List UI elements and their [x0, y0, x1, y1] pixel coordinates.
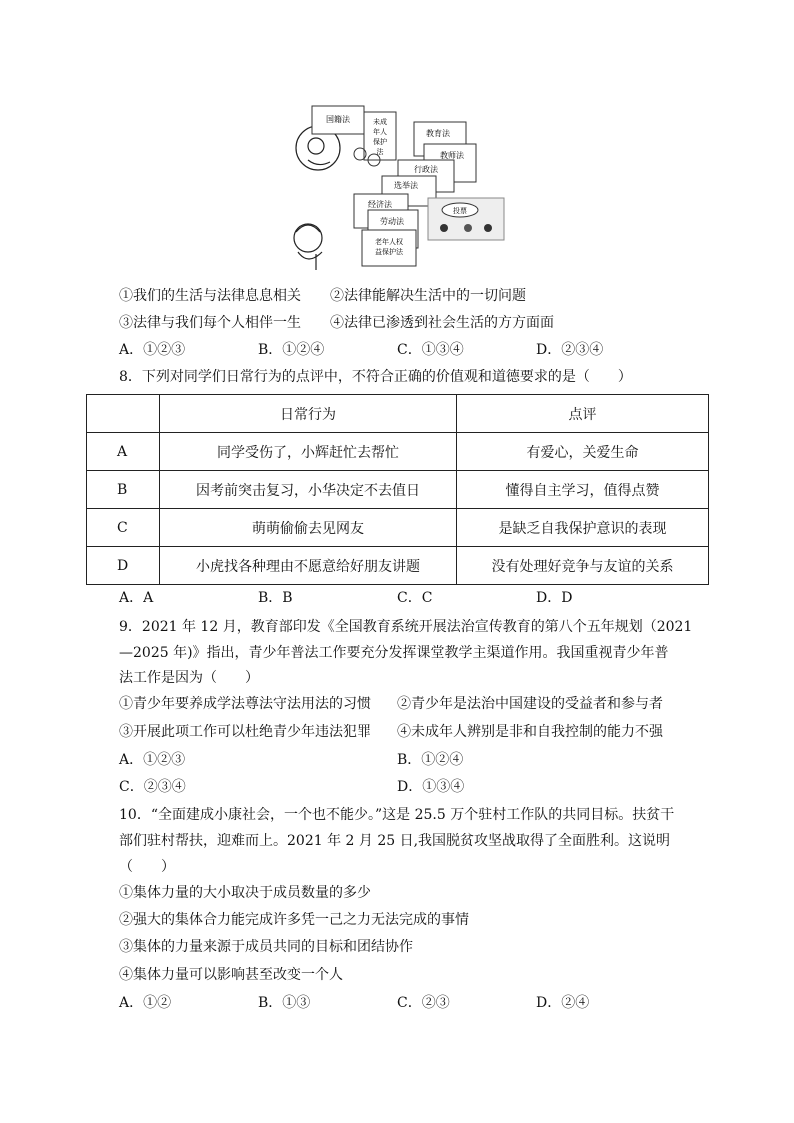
table-cell: A: [87, 433, 160, 471]
q9-statement-1: ①青少年要养成学法尊法守法用法的习惯: [119, 696, 371, 712]
card-label: 经济法: [368, 200, 392, 209]
law-card-2: [364, 112, 396, 160]
q8-option-b[interactable]: B．B: [258, 590, 293, 606]
q9-option-b[interactable]: B．①②④: [397, 752, 464, 768]
q10-option-c[interactable]: C．②③: [397, 995, 450, 1011]
q10-stem-line-1: 10．“全面建成小康社会，一个也不能少。”这是 25.5 万个驻村工作队的共同目标。扶贫干: [119, 807, 675, 823]
q8-option-c[interactable]: C．C: [397, 590, 433, 606]
table-cell: 是缺乏自我保护意识的表现: [457, 509, 709, 547]
card-label: 保护: [373, 138, 387, 146]
q9-statement-2: ②青少年是法治中国建设的受益者和参与者: [397, 696, 663, 712]
table-row: [87, 509, 709, 547]
card-label: 国籍法: [326, 115, 350, 124]
table-row: [87, 547, 709, 585]
card-label: 法: [376, 148, 384, 156]
table-row: [87, 471, 709, 509]
q9-statement-4: ④未成年人辨别是非和自我控制的能力不强: [397, 724, 663, 740]
q7-option-c[interactable]: C．①③④: [397, 342, 464, 358]
table-header-cell: [87, 395, 160, 433]
q10-stem-line-2: 部们驻村帮扶，迎难而上。2021 年 2 月 25 日,我国脱贫攻坚战取得了全面胜利。这说明: [119, 833, 671, 849]
card-label: 选举法: [394, 181, 418, 190]
vote-scene: [428, 198, 504, 240]
table-cell: 没有处理好竞争与友谊的关系: [457, 547, 709, 585]
q10-option-d[interactable]: D．②④: [536, 995, 590, 1011]
q9-option-c[interactable]: C．②③④: [119, 779, 186, 795]
q8-table: [86, 394, 709, 585]
table-cell: 同学受伤了，小辉赶忙去帮忙: [160, 433, 457, 471]
q7-statement-2: ②法律能解决生活中的一切问题: [330, 288, 526, 304]
card-label: 劳动法: [380, 217, 404, 226]
q7-option-d[interactable]: D．②③④: [536, 342, 604, 358]
q10-stem-line-3: （ ）: [119, 859, 175, 875]
q10-statement-3: ③集体的力量来源于成员共同的目标和团结协作: [119, 939, 413, 955]
card-label: 益保护法: [375, 248, 403, 256]
table-cell: D: [87, 547, 160, 585]
q8-stem: 8．下列对同学们日常行为的点评中，不符合正确的价值观和道德要求的是（ ）: [119, 369, 632, 385]
q10-statement-1: ①集体力量的大小取决于成员数量的多少: [119, 885, 371, 901]
table-cell: B: [87, 471, 160, 509]
vote-sign: 投票: [453, 207, 467, 215]
table-header-cell: 点评: [457, 395, 709, 433]
q10-option-a[interactable]: A．①②: [119, 995, 172, 1011]
card-label: 老年人权: [375, 238, 403, 246]
q7-option-a[interactable]: A．①②③: [119, 342, 186, 358]
q8-option-a[interactable]: A．A: [119, 590, 154, 606]
q7-statement-3: ③法律与我们每个人相伴一生: [119, 315, 301, 331]
table-header-cell: 日常行为: [160, 395, 457, 433]
q7-statement-4: ④法律已渗透到社会生活的方方面面: [330, 315, 554, 331]
card-label: 未成: [373, 118, 387, 126]
table-row: [87, 433, 709, 471]
law-illustration: [288, 104, 508, 274]
table-cell: 懂得自主学习，值得点赞: [457, 471, 709, 509]
q9-stem-line-3: 法工作是因为（ ）: [119, 670, 259, 686]
table-cell: 因考前突击复习，小华决定不去值日: [160, 471, 457, 509]
law-card-1: [312, 106, 364, 134]
q10-statement-2: ②强大的集体合力能完成许多凭一己之力无法完成的事情: [119, 912, 469, 928]
card-label: 教育法: [426, 129, 450, 138]
table-cell: 萌萌偷偷去见网友: [160, 509, 457, 547]
q7-option-b[interactable]: B．①②④: [258, 342, 325, 358]
q10-option-b[interactable]: B．①③: [258, 995, 311, 1011]
law-card-9: [362, 230, 416, 266]
card-label: 年人: [373, 128, 387, 136]
table-header-row: [87, 395, 709, 433]
card-label: 教师法: [440, 151, 464, 160]
q9-stem-line-1: 9．2021 年 12 月，教育部印发《全国教育系统开展法治宣传教育的第八个五年规划（2021: [119, 619, 693, 635]
q9-statement-3: ③开展此项工作可以杜绝青少年违法犯罪: [119, 724, 371, 740]
card-label: 行政法: [414, 165, 438, 174]
table-cell: C: [87, 509, 160, 547]
elderly-figure: [294, 224, 322, 270]
q9-option-d[interactable]: D．①③④: [397, 779, 465, 795]
table-cell: 有爱心，关爱生命: [457, 433, 709, 471]
q9-stem-line-2: —2025 年)》指出，青少年普法工作要充分发挥课堂教学主渠道作用。我国重视青少年普: [119, 645, 669, 661]
q8-option-d[interactable]: D．D: [536, 590, 573, 606]
q7-statement-1: ①我们的生活与法律息息相关: [119, 288, 301, 304]
q9-option-a[interactable]: A．①②③: [119, 752, 186, 768]
table-cell: 小虎找各种理由不愿意给好朋友讲题: [160, 547, 457, 585]
q10-statement-4: ④集体力量可以影响甚至改变一个人: [119, 967, 343, 983]
